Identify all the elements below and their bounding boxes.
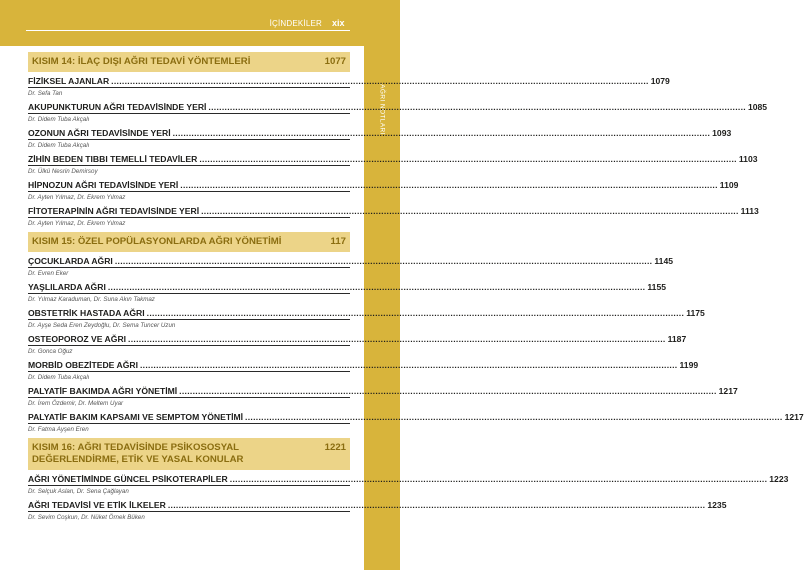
header-rule <box>26 30 350 31</box>
dot-leader: ........................................................................................................................................................................................................ <box>128 334 666 344</box>
toc-entry[interactable] <box>28 206 759 228</box>
toc-entry-row <box>28 360 699 371</box>
section-heading <box>28 232 350 252</box>
toc-entry[interactable] <box>28 180 739 202</box>
page-number: xix <box>332 18 345 28</box>
chapter-title: OZONUN AĞRI TEDAVİSİNDE YERİ <box>28 128 171 138</box>
toc-entry[interactable] <box>28 334 687 356</box>
chapter-title: AĞRI TEDAVİSİ VE ETİK İLKELER <box>28 500 166 510</box>
chapter-page: 1079 <box>650 76 670 86</box>
chapter-page: 1113 <box>740 206 759 216</box>
chapter-page: 1217 <box>718 386 738 396</box>
chapter-authors: Dr. İrem Özdemir, Dr. Meltem Uyar <box>28 397 350 408</box>
dot-leader: ........................................................................................................................................................................................................ <box>180 180 718 190</box>
side-tab-label: AĞRI NOTLARI <box>378 84 386 135</box>
chapter-page: 1109 <box>719 180 739 190</box>
chapter-authors: Dr. Sefa Tan <box>28 87 350 98</box>
chapter-page: 1145 <box>654 256 674 266</box>
chapter-authors: Dr. Ülkü Nesrin Demirsoy <box>28 165 350 176</box>
chapter-authors: Dr. Selçuk Aslan, Dr. Sena Çağlayan <box>28 485 350 496</box>
dot-leader: ........................................................................................................................................................................................................ <box>107 282 646 292</box>
toc-entry-row <box>28 128 732 139</box>
dot-leader: ........................................................................................................................................................................................................ <box>146 308 685 318</box>
section-heading <box>28 438 350 470</box>
chapter-page: 1217 <box>784 412 804 422</box>
chapter-title: PALYATİF BAKIMDA AĞRI YÖNETİMİ <box>28 386 178 396</box>
toc-entry-row <box>28 474 789 485</box>
dot-leader: ........................................................................................................................................................................................................ <box>208 102 746 112</box>
section-page: 1077 <box>324 56 346 67</box>
toc-entry-row <box>28 334 687 345</box>
toc-entry[interactable] <box>28 308 705 330</box>
chapter-authors: Dr. Fatma Ayşen Eren <box>28 423 350 434</box>
section-page: 117 <box>330 236 346 247</box>
chapter-page: 1085 <box>747 102 768 112</box>
chapter-page: 1223 <box>769 474 789 484</box>
chapter-page: 1103 <box>738 154 758 164</box>
chapter-title: ÇOCUKLARDA AĞRI <box>28 256 113 266</box>
toc-entry[interactable] <box>28 412 804 434</box>
dot-leader: ........................................................................................................................................................................................................ <box>245 412 783 422</box>
toc-entry-row <box>28 180 739 191</box>
chapter-authors: Dr. Sevim Coşkun, Dr. Nüket Örnek Büken <box>28 511 350 522</box>
toc-entry[interactable] <box>28 154 758 176</box>
section-page: 1221 <box>324 442 346 453</box>
toc-entry-row <box>28 308 705 319</box>
chapter-title: OSTEOPOROZ VE AĞRI <box>28 334 127 344</box>
toc-entry-row <box>28 154 758 165</box>
chapter-title: AKUPUNKTURUN AĞRI TEDAVİSİNDE YERİ <box>28 102 207 112</box>
dot-leader: ........................................................................................................................................................................................................ <box>199 154 737 164</box>
dot-leader: ........................................................................................................................................................................................................ <box>139 360 678 370</box>
chapter-authors: Dr. Ayten Yılmaz, Dr. Ekrem Yılmaz <box>28 191 350 202</box>
toc-entry-row <box>28 282 667 293</box>
toc-entry-row <box>28 76 670 87</box>
chapter-authors: Dr. Didem Tuba Akçalı <box>28 113 350 124</box>
chapter-title: FİZİKSEL AJANLAR <box>28 76 110 86</box>
chapter-title: FİTOTERAPİNİN AĞRI TEDAVİSİNDE YERİ <box>28 206 200 216</box>
dot-leader: ........................................................................................................................................................................................................ <box>167 500 706 510</box>
section-title: KISIM 14: İLAÇ DIŞI AĞRI TEDAVİ YÖNTEMLERİ <box>32 56 251 67</box>
dot-leader: ........................................................................................................................................................................................................ <box>229 474 768 484</box>
section-title: KISIM 16: AĞRI TEDAVİSİNDE PSİKOSOSYAL DEĞERLENDİRME, ETİK VE YASAL KONULAR <box>32 442 244 465</box>
toc-entry-row <box>28 386 738 397</box>
chapter-title: OBSTETRİK HASTADA AĞRI <box>28 308 145 318</box>
chapter-page: 1235 <box>707 500 727 510</box>
chapter-title: PALYATİF BAKIM KAPSAMI VE SEMPTOM YÖNETİMİ <box>28 412 244 422</box>
chapter-title: MORBİD OBEZİTEDE AĞRI <box>28 360 138 370</box>
running-header-title: İÇİNDEKİLER <box>269 19 322 28</box>
chapter-authors: Dr. Gonca Oğuz <box>28 345 350 356</box>
chapter-title: ZİHİN BEDEN TIBBI TEMELLİ TEDAVİLER <box>28 154 198 164</box>
chapter-page: 1155 <box>647 282 667 292</box>
chapter-authors: Dr. Yılmaz Karaduman, Dr. Suna Akın Takmaz <box>28 293 350 304</box>
toc-entry[interactable] <box>28 360 699 382</box>
toc-entry[interactable] <box>28 474 789 496</box>
chapter-title: HİPNOZUN AĞRI TEDAVİSİNDE YERİ <box>28 180 179 190</box>
toc-entry-row <box>28 500 727 511</box>
toc-entry-row <box>28 102 768 113</box>
toc-entry-row <box>28 256 674 267</box>
dot-leader: ........................................................................................................................................................................................................ <box>179 386 717 396</box>
chapter-authors: Dr. Ayşe Seda Eren Zeydoğlu, Dr. Sema Tuncer Uzun <box>28 319 350 330</box>
section-title: KISIM 15: ÖZEL POPÜLASYONLARDA AĞRI YÖNETİMİ <box>32 236 282 247</box>
toc-entry-row <box>28 206 759 217</box>
chapter-authors: Dr. Didem Tuba Akçalı <box>28 139 350 150</box>
chapter-page: 1093 <box>712 128 732 138</box>
chapter-page: 1199 <box>679 360 699 370</box>
toc-entry[interactable] <box>28 500 727 522</box>
toc-entry[interactable] <box>28 282 667 304</box>
chapter-page: 1187 <box>667 334 687 344</box>
chapter-title: YAŞLILARDA AĞRI <box>28 282 106 292</box>
toc-entry[interactable] <box>28 386 738 408</box>
chapter-page: 1175 <box>686 308 705 318</box>
section-heading <box>28 52 350 72</box>
toc-entry[interactable] <box>28 102 768 124</box>
chapter-authors: Dr. Ayten Yılmaz, Dr. Ekrem Yılmaz <box>28 217 350 228</box>
toc-entry[interactable] <box>28 76 670 98</box>
toc-entry[interactable] <box>28 256 674 278</box>
dot-leader: ........................................................................................................................................................................................................ <box>114 256 653 266</box>
chapter-authors: Dr. Didem Tuba Akçalı <box>28 371 350 382</box>
chapter-title: AĞRI YÖNETİMİNDE GÜNCEL PSİKOTERAPİLER <box>28 474 228 484</box>
dot-leader: ........................................................................................................................................................................................................ <box>111 76 649 86</box>
toc-entry-row <box>28 412 804 423</box>
chapter-authors: Dr. Evren Eker <box>28 267 350 278</box>
dot-leader: ........................................................................................................................................................................................................ <box>172 128 711 138</box>
dot-leader: ........................................................................................................................................................................................................ <box>201 206 739 216</box>
toc-entry[interactable] <box>28 128 732 150</box>
